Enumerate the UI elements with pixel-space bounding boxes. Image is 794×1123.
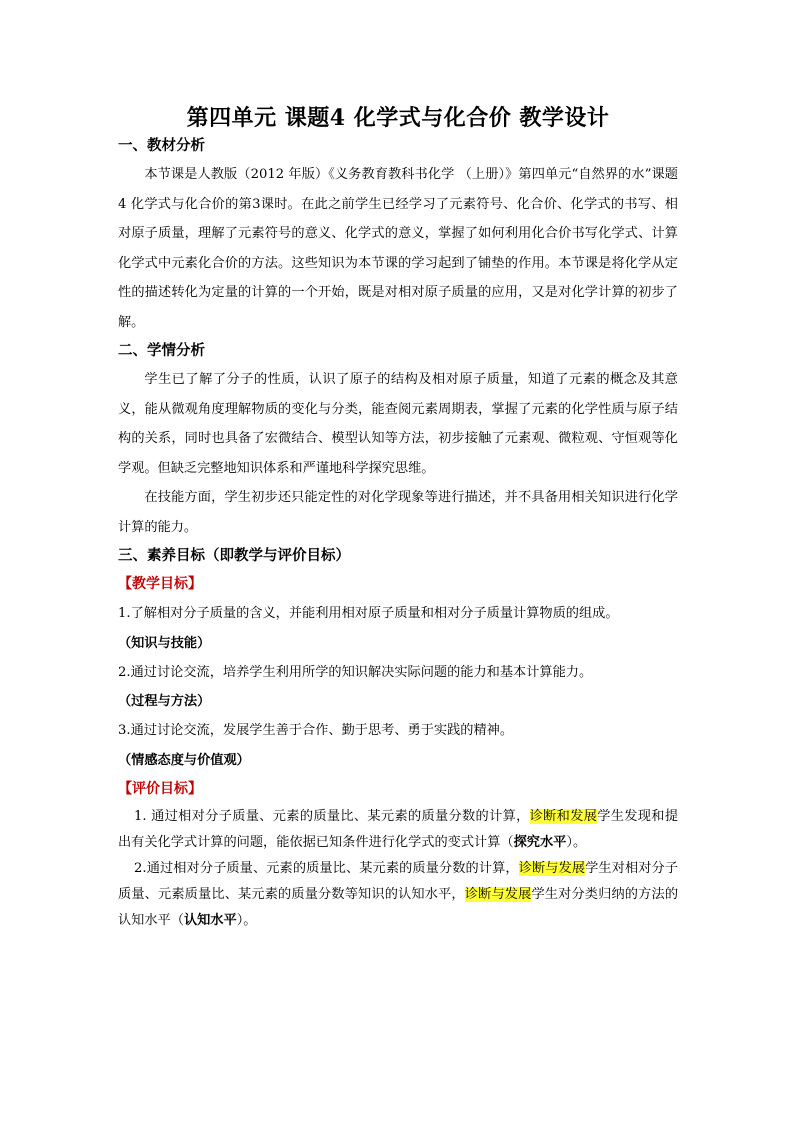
goal-3-text: 3.通过讨论交流，发展学生善于合作、勤于思考、勇于实践的精神。 bbox=[118, 723, 514, 738]
evaluation-goal-1-highlight: 诊断和发展 bbox=[529, 808, 598, 824]
student-analysis-paragraph-2: 在技能方面，学生初步还只能定性的对化学现象等进行描述，并不具备用相关知识进行化学计算的能力。 bbox=[118, 490, 678, 535]
evaluation-goal-2-post: 学生对分类归纳的方法的认知水平（ bbox=[118, 886, 679, 928]
evaluation-goal-1-post: 学生发现和提出有关化学式计算的问题，能依据已知条件进行化学式的变式计算（ bbox=[118, 808, 679, 850]
goal-2-tag: （过程与方法） bbox=[118, 694, 211, 709]
evaluation-goal-2-level: 认知水平 bbox=[183, 912, 237, 928]
student-analysis-paragraph-1: 学生已了解了分子的性质，认识了原子的结构及相对原子质量，知道了元素的概念及其意义，能从微观角度理解物质的变化与分类，能查阅元素周期表，掌握了元素的化学性质与原子结构的关系，同时也具备了宏微结合、模型认知等方法，初步接触了元素观、微粒观、守恒观等化学观。但缺乏完整地知识体系和严谨地科学探究思维。 bbox=[118, 372, 678, 476]
evaluation-goals-label: 【评价目标】 bbox=[118, 780, 202, 797]
evaluation-goal-2-highlight-2: 诊断与发展 bbox=[464, 886, 532, 902]
evaluation-goal-1-level: 探究水平 bbox=[513, 834, 567, 850]
document-body bbox=[118, 104, 678, 934]
evaluation-goal-2 bbox=[118, 856, 678, 934]
goal-3-tag: （情感态度与价值观） bbox=[118, 752, 250, 768]
evaluation-goal-2-pre: 通过相对分子质量、元素的质量比、某元素的质量分数的计算， bbox=[146, 860, 519, 876]
section-heading-student-analysis: 二、学情分析 bbox=[118, 343, 205, 359]
goal-1-tag: （知识与技能） bbox=[118, 635, 211, 651]
goal-1-text: 1.了解相对分子质量的含义，并能利用相对原子质量和相对分子质量计算物质的组成。 bbox=[118, 606, 619, 621]
textbook-analysis-paragraph: 本节课是人教版（2012 年版）《义务教育教科书化学 （上册）》第四单元“自然界的水”课题4 化学式与化合价的第3课时。在此之前学生已经学习了元素符号、化合价、化学式的书写、相对原子质量，理解了元素符号的意义、化学式的意义，掌握了如何利用化合价书写化学式、计算化学式中元素化合价的方法。这些知识为本节课的学习起到了铺垫的作用。本节课是将化学从定性的描述转化为定量的计算的一个开始，既是对相对原子质量的应用，又是对化学计算的初步了解。 bbox=[118, 167, 678, 330]
evaluation-goal-2-end: ）。 bbox=[236, 912, 257, 928]
evaluation-goal-1-end: ）。 bbox=[566, 834, 587, 850]
evaluation-goal-2-number: 2. bbox=[134, 860, 147, 876]
evaluation-goal-1 bbox=[118, 804, 678, 856]
evaluation-goal-1-number: 1. bbox=[134, 808, 147, 824]
section-heading-textbook-analysis: 一、教材分析 bbox=[118, 138, 205, 154]
goal-2-text: 2.通过讨论交流，培养学生利用所学的知识解决实际问题的能力和基本计算能力。 bbox=[118, 664, 593, 680]
evaluation-goal-2-highlight-1: 诊断与发展 bbox=[518, 860, 586, 876]
teaching-goals-label: 【教学目标】 bbox=[118, 576, 202, 592]
page-title: 第四单元 课题4 化学式与化合价 教学设计 bbox=[186, 105, 610, 131]
evaluation-goal-2-mid: 学生对相对分子质量、元素质量比、某元素的质量分数等知识的认知水平， bbox=[118, 860, 679, 902]
section-heading-literacy-goals: 三、素养目标（即教学与评价目标） bbox=[118, 548, 350, 564]
evaluation-goal-1-pre: 通过相对分子质量、元素的质量比、某元素的质量分数的计算， bbox=[151, 808, 530, 824]
